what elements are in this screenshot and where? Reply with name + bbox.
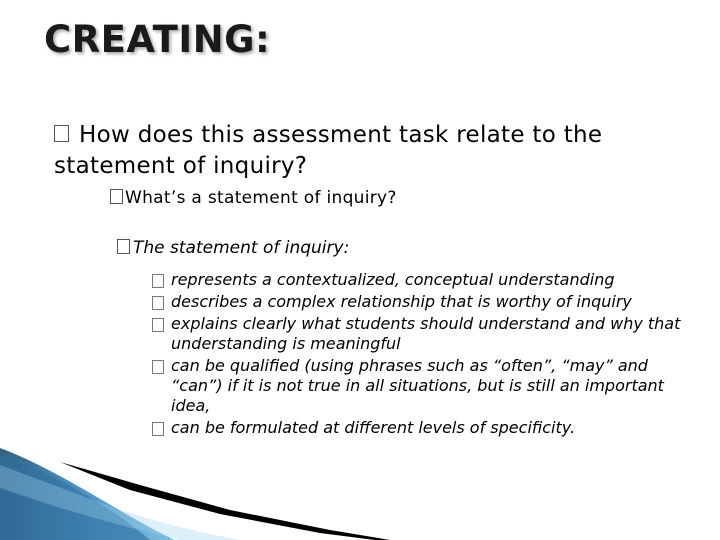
box-bullet-icon	[117, 239, 130, 254]
box-bullet-icon	[152, 296, 164, 310]
sub-question-text: What’s a statement of inquiry?	[125, 188, 397, 208]
list-item	[152, 292, 692, 312]
list-item-text: can be formulated at different levels of specificity.	[171, 418, 576, 437]
list-item-text: explains clearly what students should understand and why that understanding is meaningful	[171, 314, 681, 353]
slide-title: CREATING:	[44, 18, 271, 61]
list-item	[152, 270, 692, 290]
box-bullet-icon	[152, 360, 164, 374]
box-bullet-icon	[152, 274, 164, 288]
box-bullet-icon	[152, 318, 164, 332]
box-bullet-icon	[152, 422, 164, 436]
main-question	[54, 120, 694, 182]
list-item	[152, 418, 692, 438]
main-question-text: How does this assessment task relate to the statement of inquiry?	[54, 122, 603, 179]
box-bullet-icon	[110, 189, 123, 204]
list-item-text: describes a complex relationship that is worthy of inquiry	[171, 292, 632, 311]
box-bullet-icon	[54, 125, 69, 142]
list-item-text: represents a contextualized, conceptual understanding	[171, 270, 615, 289]
list-item	[152, 356, 692, 416]
list-item	[152, 314, 692, 354]
definition-list	[152, 270, 692, 440]
definition-heading-text: The statement of inquiry:	[133, 238, 350, 258]
definition-heading	[117, 238, 349, 258]
blue-swoosh-decoration	[0, 440, 720, 540]
list-item-text: can be qualified (using phrases such as “often”, “may” and “can”) if it is not true in all situations, but is still an important idea,	[171, 356, 664, 415]
sub-question	[110, 188, 397, 208]
